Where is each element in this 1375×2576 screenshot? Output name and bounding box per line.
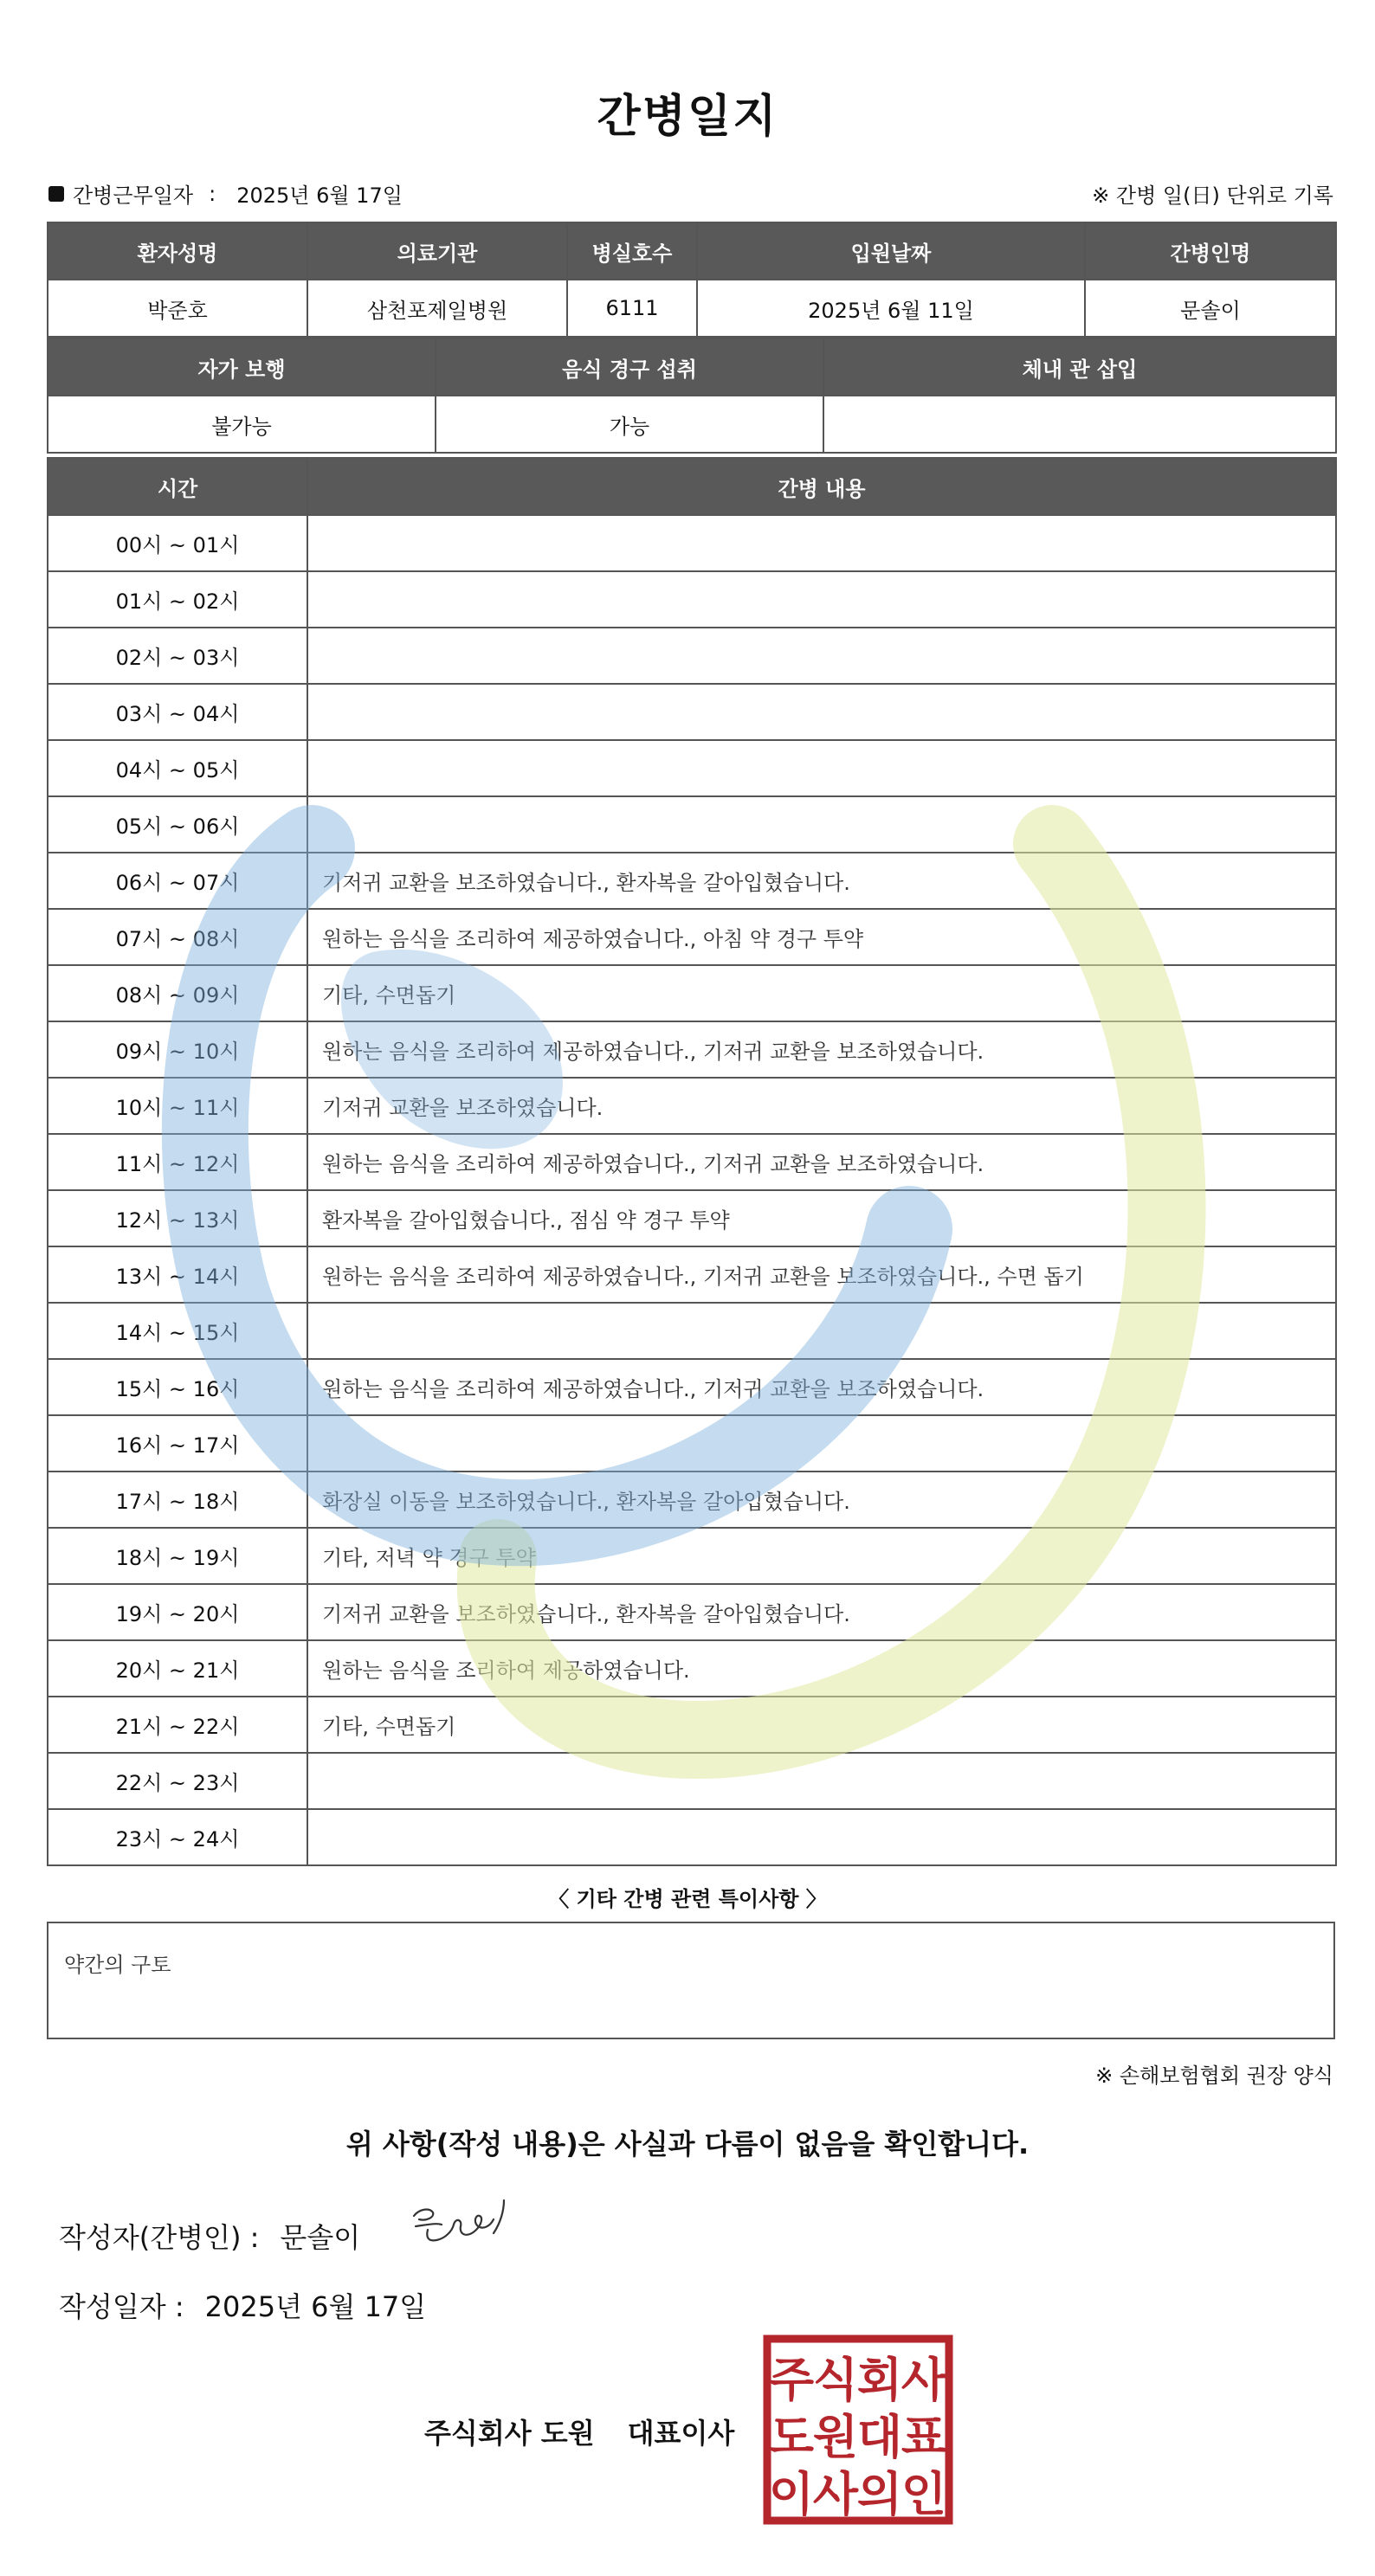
- table-row: [48, 853, 1336, 909]
- time-slot: 21시 ~ 22시: [48, 1697, 307, 1753]
- written-date-line: [59, 2285, 426, 2325]
- time-slot: 15시 ~ 16시: [48, 1359, 307, 1415]
- table-row: [48, 909, 1336, 965]
- table-row: [48, 740, 1336, 796]
- time-slot: 11시 ~ 12시: [48, 1134, 307, 1190]
- confirmation-statement: 위 사항(작성 내용)은 사실과 다름이 없음을 확인합니다.: [345, 2128, 1030, 2161]
- seal-char: 이: [768, 2467, 815, 2521]
- self-walking-value: 불가능: [48, 396, 436, 453]
- header-self-walking: 자가 보행: [48, 338, 436, 396]
- writer-line: [59, 2216, 360, 2256]
- care-content: 원하는 음식을 조리하여 제공하였습니다., 기저귀 교환을 보조하였습니다., 수면 돕기: [307, 1246, 1336, 1303]
- care-content: [307, 1809, 1336, 1865]
- table-row: [48, 684, 1336, 740]
- oral-intake-value: 가능: [436, 396, 823, 453]
- time-slot: 08시 ~ 09시: [48, 965, 307, 1021]
- time-slot: 01시 ~ 02시: [48, 571, 307, 628]
- care-content: 기저귀 교환을 보조하였습니다., 환자복을 갈아입혔습니다.: [307, 853, 1336, 909]
- seal-char: 주: [768, 2353, 815, 2407]
- care-content: 원하는 음식을 조리하여 제공하였습니다.: [307, 1640, 1336, 1697]
- work-date-value: 2025년 6월 17일: [236, 184, 403, 208]
- seal-char: 식: [812, 2353, 859, 2407]
- seal-char: 사: [812, 2467, 859, 2521]
- patient-info-table: [47, 222, 1337, 338]
- time-slot: 18시 ~ 19시: [48, 1528, 307, 1584]
- header-room-number: 병실호수: [567, 222, 697, 280]
- time-slot: 09시 ~ 10시: [48, 1021, 307, 1078]
- care-content: [307, 515, 1336, 571]
- time-slot: 13시 ~ 14시: [48, 1246, 307, 1303]
- seal-char: 도: [768, 2410, 815, 2464]
- care-content: 원하는 음식을 조리하여 제공하였습니다., 기저귀 교환을 보조하였습니다.: [307, 1359, 1336, 1415]
- care-content: [307, 1415, 1336, 1472]
- table-row: [48, 1246, 1336, 1303]
- time-slot: 14시 ~ 15시: [48, 1303, 307, 1359]
- care-content: [307, 571, 1336, 628]
- table-row: [48, 1359, 1336, 1415]
- time-slot: 22시 ~ 23시: [48, 1753, 307, 1809]
- work-date-label: 간병근무일자: [73, 184, 194, 208]
- header-admission-date: 입원날짜: [697, 222, 1085, 280]
- seal-char: 대: [856, 2410, 903, 2464]
- hospital-name: 삼천포제일병원: [307, 280, 567, 337]
- table-row: [48, 515, 1336, 571]
- table-row: [48, 1190, 1336, 1246]
- writer-name: 문솔이: [280, 2221, 361, 2254]
- care-content: [307, 1753, 1336, 1809]
- table-row: [48, 628, 1336, 684]
- care-content: 기타, 수면돕기: [307, 965, 1336, 1021]
- header-time: 시간: [48, 458, 307, 515]
- table-row: [48, 1415, 1336, 1472]
- tube-insertion-value: [823, 396, 1336, 453]
- care-content: 환자복을 갈아입혔습니다., 점심 약 경구 투약: [307, 1190, 1336, 1246]
- patient-name: 박준호: [48, 280, 307, 337]
- table-row: [48, 1021, 1336, 1078]
- table-row: [48, 1528, 1336, 1584]
- table-row: [48, 796, 1336, 853]
- header-care-content: 간병 내용: [307, 458, 1336, 515]
- schedule-body: [48, 515, 1336, 1865]
- care-content: [307, 740, 1336, 796]
- header-caregiver-name: 간병인명: [1085, 222, 1336, 280]
- admission-date: 2025년 6월 11일: [697, 280, 1085, 337]
- care-content: [307, 684, 1336, 740]
- seal-char: 사: [901, 2353, 947, 2407]
- special-notes-title: 〈 기타 간병 관련 특이사항 〉: [548, 1887, 827, 1911]
- representative-title: 대표이사: [627, 2417, 735, 2450]
- care-content: 기타, 저녁 약 경구 투약: [307, 1528, 1336, 1584]
- seal-char: 회: [856, 2353, 903, 2407]
- time-slot: 12시 ~ 13시: [48, 1190, 307, 1246]
- page-title: 간병일지: [597, 91, 778, 143]
- association-note: ※ 손해보험협회 권장 양식: [1095, 2064, 1333, 2088]
- written-date-value: 2025년 6월 17일: [204, 2290, 427, 2323]
- time-slot: 19시 ~ 20시: [48, 1584, 307, 1640]
- square-bullet-icon: [48, 186, 64, 202]
- care-content: 원하는 음식을 조리하여 제공하였습니다., 기저귀 교환을 보조하였습니다.: [307, 1134, 1336, 1190]
- table-row: [48, 1640, 1336, 1697]
- work-date-colon: :: [209, 181, 216, 206]
- work-date-line: [48, 178, 403, 209]
- table-row: [48, 1697, 1336, 1753]
- care-content: 화장실 이동을 보조하였습니다., 환자복을 갈아입혔습니다.: [307, 1472, 1336, 1528]
- seal-char: 인: [901, 2467, 947, 2521]
- care-content: 기저귀 교환을 보조하였습니다., 환자복을 갈아입혔습니다.: [307, 1584, 1336, 1640]
- time-slot: 20시 ~ 21시: [48, 1640, 307, 1697]
- caregiver-name: 문솔이: [1085, 280, 1336, 337]
- table-row: [48, 1472, 1336, 1528]
- care-content: 원하는 음식을 조리하여 제공하였습니다., 아침 약 경구 투약: [307, 909, 1336, 965]
- table-row: [48, 1584, 1336, 1640]
- care-content: 기저귀 교환을 보조하였습니다.: [307, 1078, 1336, 1134]
- time-slot: 05시 ~ 06시: [48, 796, 307, 853]
- company-line: [424, 2412, 734, 2451]
- header-hospital: 의료기관: [307, 222, 567, 280]
- time-slot: 16시 ~ 17시: [48, 1415, 307, 1472]
- time-slot: 03시 ~ 04시: [48, 684, 307, 740]
- seal-char: 의: [856, 2467, 903, 2521]
- written-date-label: 작성일자 :: [59, 2290, 184, 2323]
- seal-char: 표: [901, 2410, 947, 2464]
- time-slot: 17시 ~ 18시: [48, 1472, 307, 1528]
- care-content: 기타, 수면돕기: [307, 1697, 1336, 1753]
- care-content: [307, 628, 1336, 684]
- company-name: 주식회사 도원: [424, 2417, 595, 2450]
- room-number: 6111: [567, 280, 697, 337]
- unit-note: ※ 간병 일(日) 단위로 기록: [1092, 184, 1333, 208]
- special-notes-box: [47, 1922, 1335, 2039]
- table-row: [48, 1078, 1336, 1134]
- care-content: [307, 796, 1336, 853]
- time-slot: 10시 ~ 11시: [48, 1078, 307, 1134]
- table-row: [48, 571, 1336, 628]
- seal-char: 원: [812, 2410, 859, 2464]
- table-row: [48, 1134, 1336, 1190]
- time-slot: 06시 ~ 07시: [48, 853, 307, 909]
- company-seal: [762, 2334, 954, 2526]
- care-schedule-table: [47, 457, 1337, 1866]
- patient-status-table: [47, 338, 1337, 454]
- time-slot: 04시 ~ 05시: [48, 740, 307, 796]
- header-tube-insertion: 체내 관 삽입: [823, 338, 1336, 396]
- header-oral-intake: 음식 경구 섭취: [436, 338, 823, 396]
- time-slot: 23시 ~ 24시: [48, 1809, 307, 1865]
- time-slot: 00시 ~ 01시: [48, 515, 307, 571]
- table-row: [48, 1753, 1336, 1809]
- handwritten-signature: [407, 2192, 528, 2252]
- table-row: [48, 1809, 1336, 1865]
- table-row: [48, 965, 1336, 1021]
- header-patient-name: 환자성명: [48, 222, 307, 280]
- care-content: [307, 1303, 1336, 1359]
- time-slot: 07시 ~ 08시: [48, 909, 307, 965]
- writer-label: 작성자(간병인) :: [59, 2221, 260, 2254]
- table-row: [48, 1303, 1336, 1359]
- time-slot: 02시 ~ 03시: [48, 628, 307, 684]
- care-content: 원하는 음식을 조리하여 제공하였습니다., 기저귀 교환을 보조하였습니다.: [307, 1021, 1336, 1078]
- special-notes-content: 약간의 구토: [64, 1953, 171, 1977]
